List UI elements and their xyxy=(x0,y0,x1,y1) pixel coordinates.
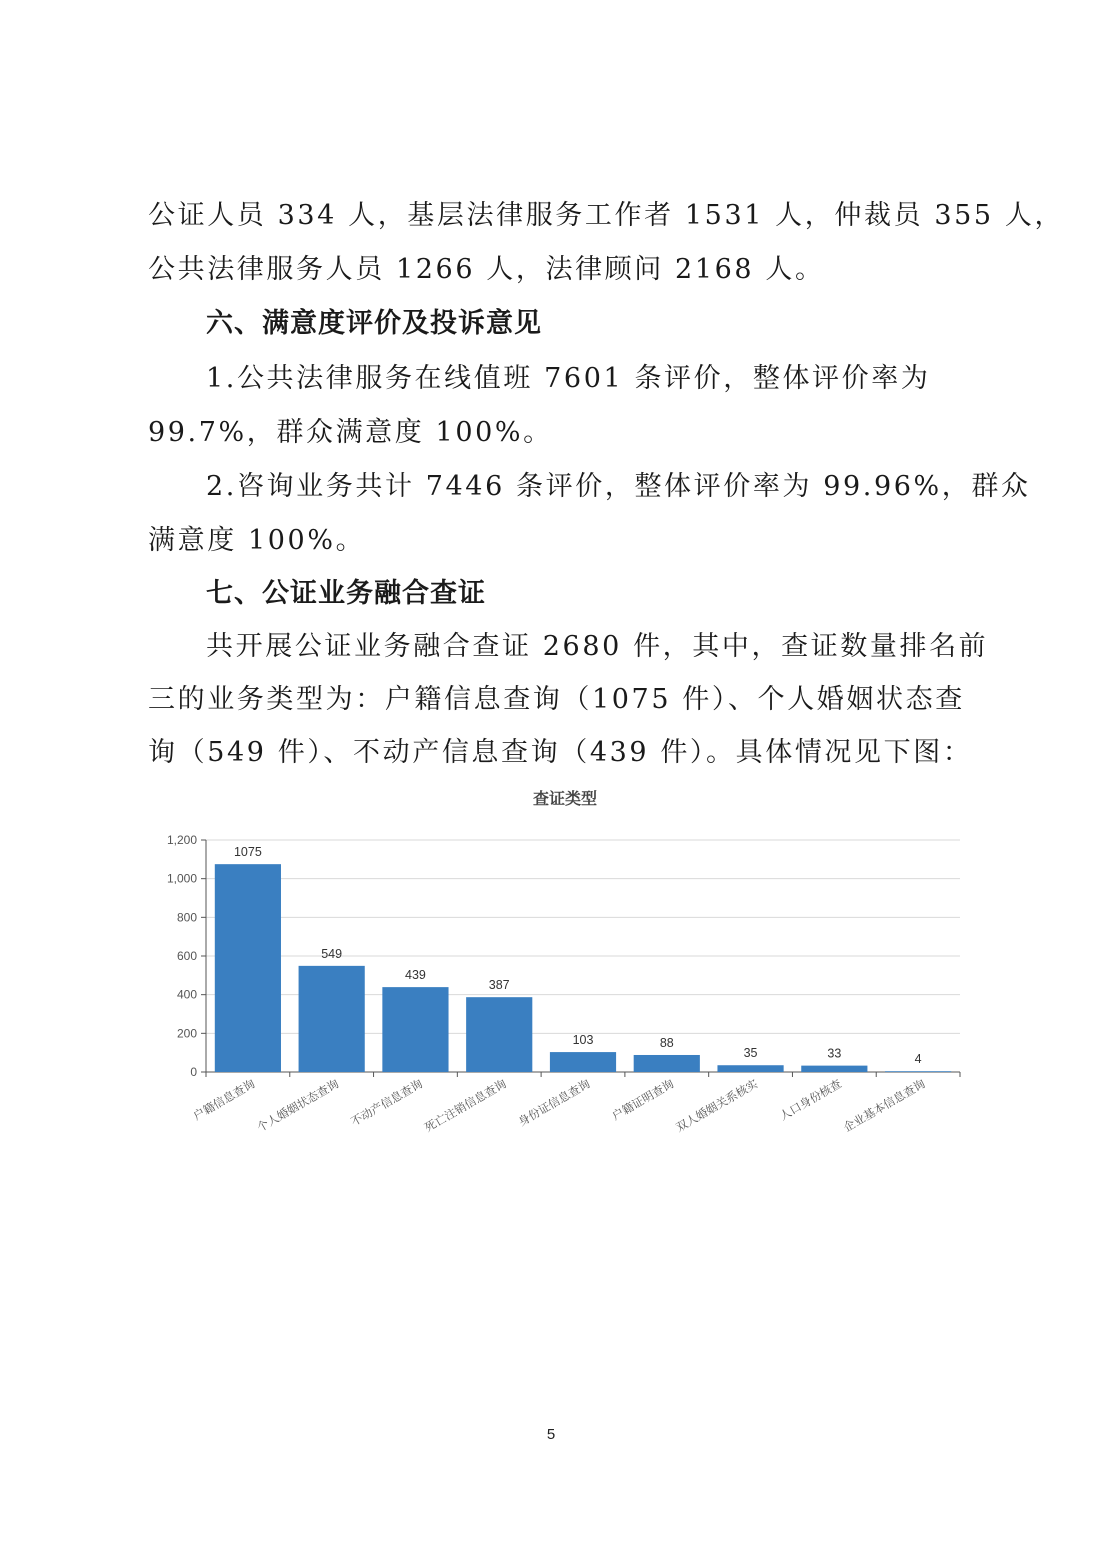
bar xyxy=(299,966,365,1072)
bar xyxy=(717,1065,783,1072)
data-label: 439 xyxy=(405,968,426,983)
data-label: 4 xyxy=(914,1052,922,1067)
paragraph-line: 共开展公证业务融合查证 2680 件，其中，查证数量排名前 xyxy=(206,631,989,662)
y-tick-label: 0 xyxy=(190,1065,197,1079)
paragraph-line: 1.公共法律服务在线值班 7601 条评价，整体评价率为 xyxy=(206,363,931,394)
paragraph-line: 99.7%，群众满意度 100%。 xyxy=(148,417,553,448)
paragraph-line: 询（549 件）、不动产信息查询（439 件）。具体情况见下图： xyxy=(148,737,973,768)
x-tick-label: 户籍证明查询 xyxy=(609,1076,677,1124)
bar xyxy=(215,864,281,1072)
y-tick-label: 400 xyxy=(176,987,197,1002)
y-tick-label: 1,000 xyxy=(166,871,197,886)
paragraph-line: 公共法律服务人员 1266 人，法律顾问 2168 人。 xyxy=(148,254,825,285)
bar xyxy=(550,1052,616,1072)
bar xyxy=(801,1066,867,1072)
page-number: 5 xyxy=(546,1426,556,1443)
y-tick-label: 800 xyxy=(176,910,197,925)
y-tick-label: 1,200 xyxy=(166,833,197,847)
data-label: 103 xyxy=(572,1033,594,1048)
data-label: 387 xyxy=(488,978,510,993)
data-label: 549 xyxy=(321,946,343,961)
y-tick-label: 200 xyxy=(176,1026,197,1041)
data-label: 1075 xyxy=(233,845,262,860)
data-label: 35 xyxy=(743,1046,758,1061)
x-tick-label: 户籍信息查询 xyxy=(190,1076,258,1124)
paragraph-line: 满意度 100%。 xyxy=(148,525,366,556)
x-tick-label: 死亡注销信息查询 xyxy=(422,1076,509,1135)
bar-chart xyxy=(140,778,970,1148)
data-label: 33 xyxy=(827,1046,842,1061)
x-tick-label: 个人婚姻状态查询 xyxy=(254,1076,342,1135)
bar xyxy=(634,1055,700,1072)
x-tick-label: 双人婚姻关系核实 xyxy=(673,1076,761,1135)
x-tick-label: 不动产信息查询 xyxy=(348,1076,425,1129)
section-heading-seven: 七、公证业务融合查证 xyxy=(206,578,486,609)
bar xyxy=(382,987,448,1072)
x-tick-label: 企业基本信息查询 xyxy=(840,1076,928,1135)
paragraph-line: 三的业务类型为：户籍信息查询（1075 件）、个人婚姻状态查 xyxy=(148,684,965,715)
data-label: 88 xyxy=(659,1035,674,1050)
paragraph-line: 公证人员 334 人，基层法律服务工作者 1531 人，仲裁员 355 人， xyxy=(148,200,1065,231)
paragraph-line: 2.咨询业务共计 7446 条评价，整体评价率为 99.96%，群众 xyxy=(206,471,1031,502)
x-tick-label: 身份证信息查询 xyxy=(515,1076,593,1129)
bar xyxy=(466,997,532,1072)
section-heading-six: 六、满意度评价及投诉意见 xyxy=(206,308,542,339)
chart-title: 查证类型 xyxy=(532,789,598,808)
bar xyxy=(885,1071,951,1072)
x-tick-label: 人口身份核查 xyxy=(777,1076,844,1124)
y-tick-label: 600 xyxy=(176,949,197,963)
